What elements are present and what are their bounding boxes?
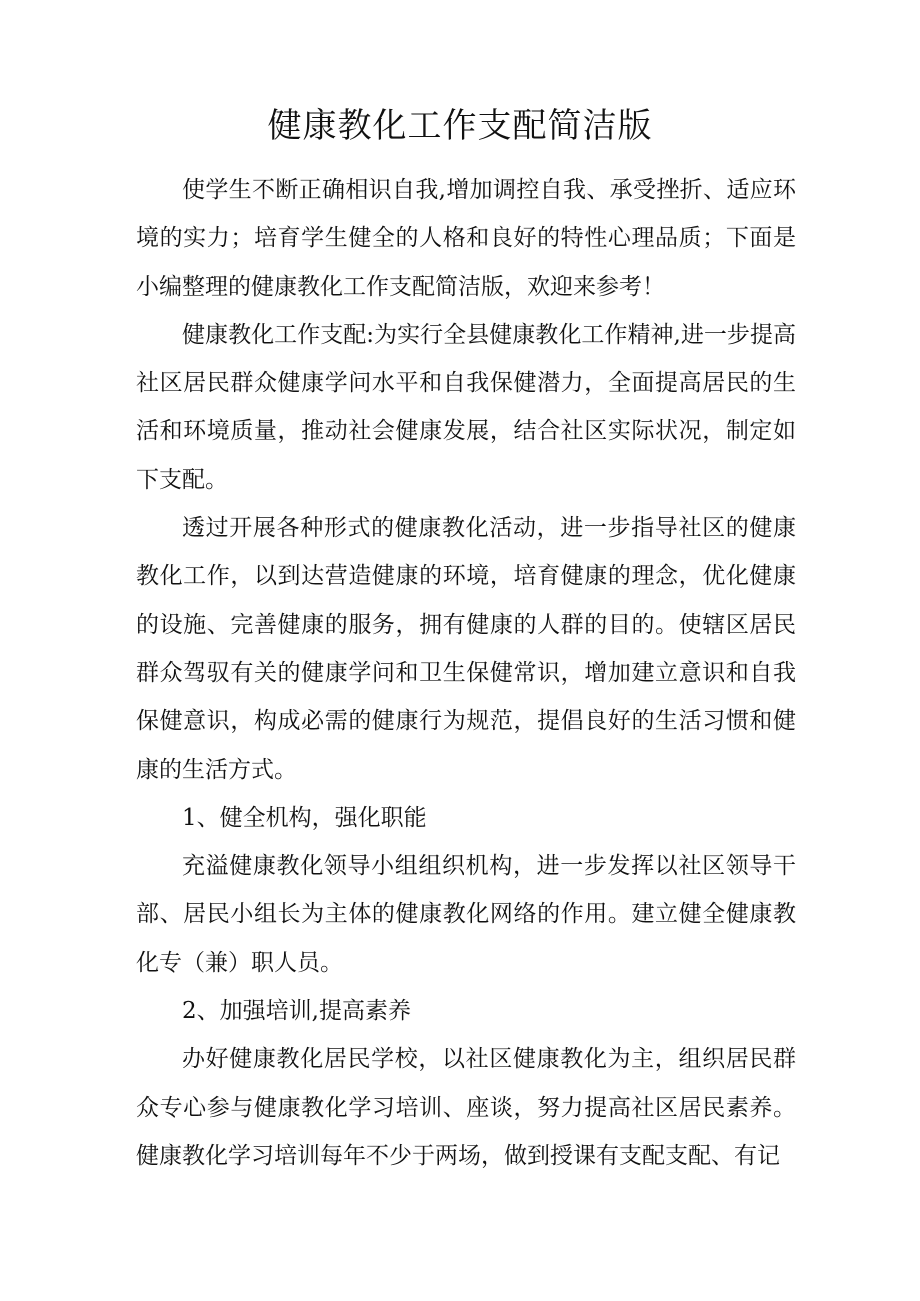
document-title: 健康教化工作支配简洁版 bbox=[267, 106, 653, 146]
section-paragraph-1: 充溢健康教化领导小组组织机构，进一步发挥以社区领导干部、居民小组长为主体的健康教化网络的作用。建立健全健康教化专（兼）职人员。 bbox=[136, 853, 796, 976]
intro-paragraph: 使学生不断正确相识自我,增加调控自我、承受挫折、适应环境的实力；培育学生健全的人格和良好的特性心理品质；下面是小编整理的健康教化工作支配简洁版，欢迎来参考！ bbox=[136, 177, 796, 300]
section-paragraph-2: 办好健康教化居民学校，以社区健康教化为主，组织居民群众专心参与健康教化学习培训、座谈，努力提高社区居民素养。健康教化学习培训每年不少于两场，做到授课有支配支配、有记 bbox=[136, 1046, 796, 1169]
document-body bbox=[136, 166, 796, 1180]
section-heading-1: 1、健全机构，强化职能 bbox=[182, 804, 427, 831]
section-heading-2: 2、加强培训,提高素养 bbox=[182, 998, 411, 1025]
goal-paragraph: 透过开展各种形式的健康教化活动，进一步指导社区的健康教化工作，以到达营造健康的环境，培育健康的理念，优化健康的设施、完善健康的服务，拥有健康的人群的目的。使辖区居民群众驾驭有关的健康学问和卫生保健常识，增加建立意识和自我保健意识，构成必需的健康行为规范，提倡良好的生活习惯和健康的生活方式。 bbox=[136, 515, 796, 783]
plan-paragraph: 健康教化工作支配:为实行全县健康教化工作精神,进一步提高社区居民群众健康学问水平和自我保健潜力，全面提高居民的生活和环境质量，推动社会健康发展，结合社区实际状况，制定如下支配。 bbox=[136, 321, 796, 493]
